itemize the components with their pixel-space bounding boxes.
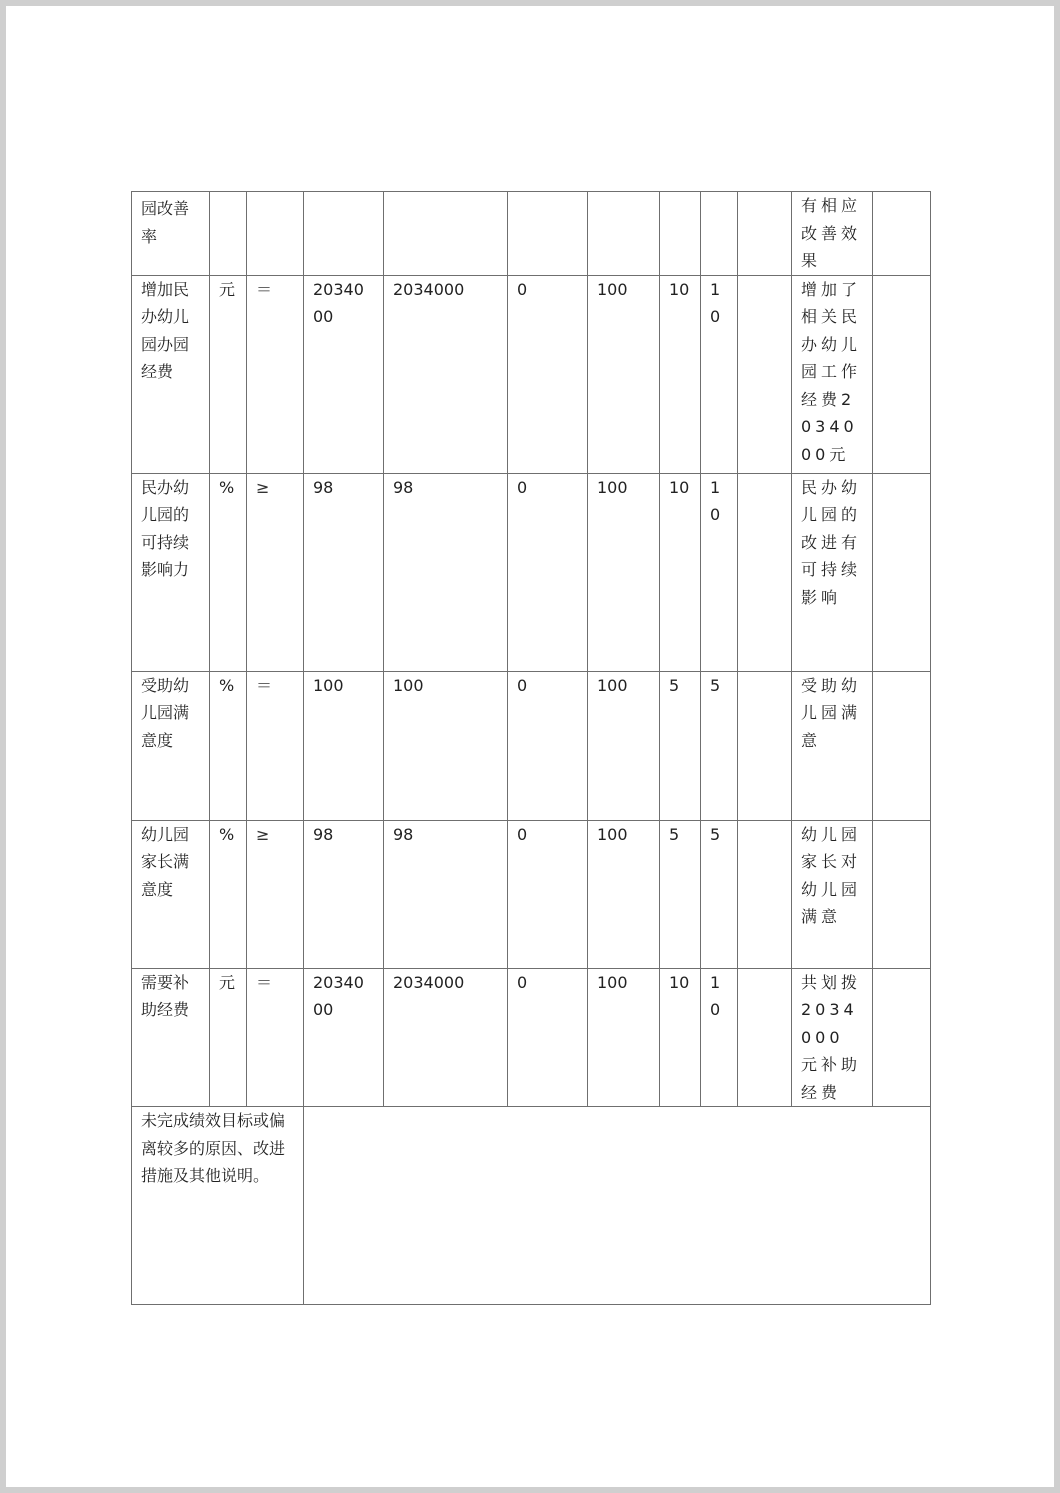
indicator-name: 增加民办幼儿园办园经费	[132, 275, 210, 473]
extra-cell	[873, 275, 931, 473]
weight-value: 5	[660, 671, 701, 820]
unit-cell: %	[210, 671, 247, 820]
target-value: 100	[304, 671, 384, 820]
remark-cell: 增加了相关民办幼儿园工作经费2034000元	[792, 275, 873, 473]
target-value	[304, 192, 384, 276]
actual-value: 98	[384, 820, 508, 968]
notes-content	[304, 1107, 931, 1305]
table-row	[132, 820, 931, 968]
weight-value: 10	[660, 968, 701, 1107]
score-value: 5	[701, 820, 738, 968]
table-row	[132, 473, 931, 671]
comparison-symbol: ＝	[247, 671, 304, 820]
notes-row	[132, 1107, 931, 1305]
target-value: 98	[304, 473, 384, 671]
unit-cell: 元	[210, 275, 247, 473]
table-row	[132, 192, 931, 276]
unit-cell	[210, 192, 247, 276]
unit-cell: %	[210, 473, 247, 671]
actual-value	[384, 192, 508, 276]
blank-cell	[738, 968, 792, 1107]
comparison-symbol: ＝	[247, 968, 304, 1107]
remark-cell: 幼儿园家长对幼儿园满意	[792, 820, 873, 968]
weight-value: 5	[660, 820, 701, 968]
remark-cell: 共划拨2034000元补助经费	[792, 968, 873, 1107]
weight-value: 10	[660, 275, 701, 473]
score-value	[701, 192, 738, 276]
completion-value	[588, 192, 660, 276]
remark-cell: 受助幼儿园满意	[792, 671, 873, 820]
remark-cell: 民办幼儿园的改进有可持续影响	[792, 473, 873, 671]
comparison-symbol: ≥	[247, 820, 304, 968]
extra-cell	[873, 968, 931, 1107]
blank-cell	[738, 473, 792, 671]
completion-value: 100	[588, 968, 660, 1107]
score-value: 10	[701, 968, 738, 1107]
actual-value: 100	[384, 671, 508, 820]
completion-value: 100	[588, 671, 660, 820]
completion-value: 100	[588, 820, 660, 968]
unit-cell: 元	[210, 968, 247, 1107]
extra-cell	[873, 820, 931, 968]
document-page	[6, 6, 1054, 1487]
indicator-name: 园改善率	[132, 192, 210, 276]
deviation-value	[508, 192, 588, 276]
table-row	[132, 968, 931, 1107]
table-row	[132, 671, 931, 820]
unit-cell: %	[210, 820, 247, 968]
deviation-value: 0	[508, 473, 588, 671]
performance-table	[131, 191, 931, 1305]
actual-value: 2034000	[384, 275, 508, 473]
indicator-name: 幼儿园家长满意度	[132, 820, 210, 968]
score-value: 10	[701, 275, 738, 473]
comparison-symbol: ≥	[247, 473, 304, 671]
actual-value: 98	[384, 473, 508, 671]
blank-cell	[738, 275, 792, 473]
score-value: 5	[701, 671, 738, 820]
weight-value: 10	[660, 473, 701, 671]
comparison-symbol	[247, 192, 304, 276]
remark-cell: 有相应改善效果	[792, 192, 873, 276]
deviation-value: 0	[508, 275, 588, 473]
extra-cell	[873, 671, 931, 820]
score-value: 10	[701, 473, 738, 671]
deviation-value: 0	[508, 968, 588, 1107]
indicator-name: 需要补助经费	[132, 968, 210, 1107]
blank-cell	[738, 671, 792, 820]
actual-value: 2034000	[384, 968, 508, 1107]
indicator-name: 民办幼儿园的可持续影响力	[132, 473, 210, 671]
blank-cell	[738, 820, 792, 968]
deviation-value: 0	[508, 820, 588, 968]
indicator-name: 受助幼儿园满意度	[132, 671, 210, 820]
target-value: 98	[304, 820, 384, 968]
extra-cell	[873, 473, 931, 671]
completion-value: 100	[588, 473, 660, 671]
notes-label: 未完成绩效目标或偏离较多的原因、改进措施及其他说明。	[132, 1107, 304, 1305]
completion-value: 100	[588, 275, 660, 473]
deviation-value: 0	[508, 671, 588, 820]
extra-cell	[873, 192, 931, 276]
blank-cell	[738, 192, 792, 276]
target-value: 2034000	[304, 275, 384, 473]
weight-value	[660, 192, 701, 276]
target-value: 2034000	[304, 968, 384, 1107]
comparison-symbol: ＝	[247, 275, 304, 473]
table-row	[132, 275, 931, 473]
